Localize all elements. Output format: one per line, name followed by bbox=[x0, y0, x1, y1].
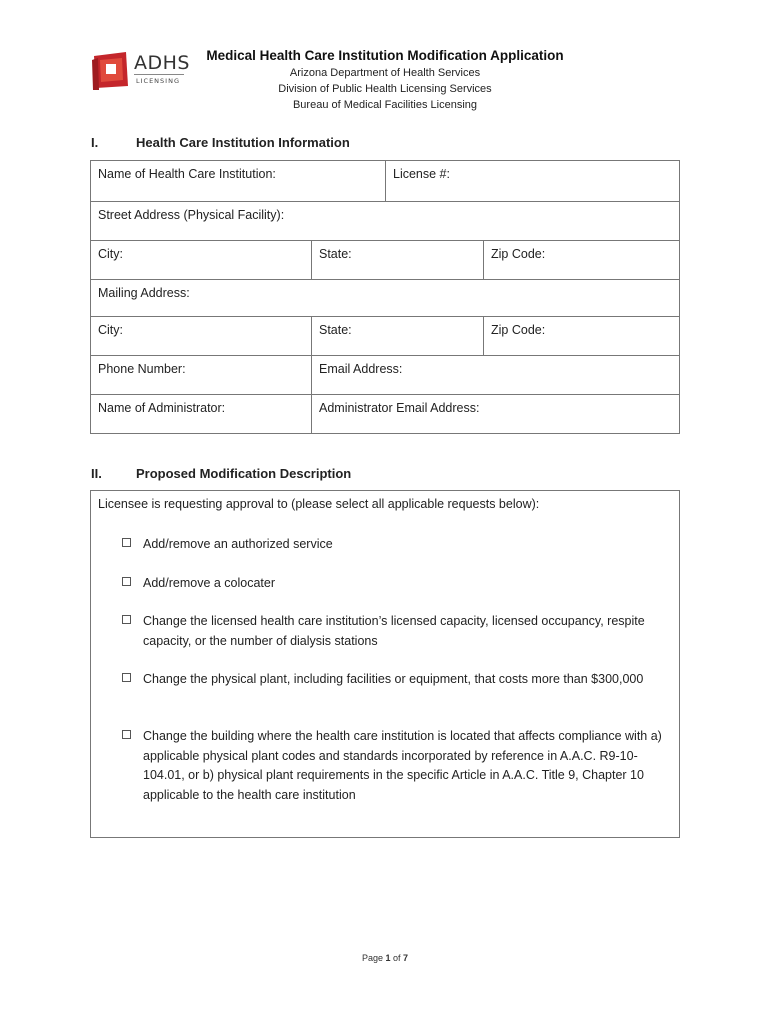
page-number: 1 bbox=[385, 953, 391, 963]
option-label: Change the physical plant, including facilities or equipment, that costs more than $300,000 bbox=[143, 672, 644, 686]
section2-number: II. bbox=[91, 466, 102, 481]
checkbox[interactable] bbox=[122, 538, 131, 547]
mailing-address-field[interactable]: Mailing Address: bbox=[90, 279, 680, 317]
checkbox[interactable] bbox=[122, 577, 131, 586]
administrator-email-field[interactable]: Administrator Email Address: bbox=[311, 394, 680, 434]
page-prefix: Page bbox=[361, 953, 383, 963]
mailing-state-field[interactable]: State: bbox=[311, 316, 484, 356]
mailing-zip-code-field[interactable]: Zip Code: bbox=[483, 316, 680, 356]
institution-name-field[interactable]: Name of Health Care Institution: bbox=[90, 160, 386, 202]
page-total: 7 bbox=[403, 953, 409, 963]
section2-title: Proposed Modification Description bbox=[136, 466, 352, 481]
page-of: of bbox=[393, 953, 401, 963]
zip-code-field[interactable]: Zip Code: bbox=[483, 240, 680, 280]
administrator-name-field[interactable]: Name of Administrator: bbox=[90, 394, 312, 434]
license-number-field[interactable]: License #: bbox=[385, 160, 680, 202]
phone-number-field[interactable]: Phone Number: bbox=[90, 355, 312, 395]
email-address-field[interactable]: Email Address: bbox=[311, 355, 680, 395]
street-address-field[interactable]: Street Address (Physical Facility): bbox=[90, 201, 680, 241]
option-label: Change the licensed health care institution’s licensed capacity, licensed occupancy, respite capacity, or the number of dialysis stations bbox=[143, 614, 645, 648]
logo-brand: ADHS bbox=[134, 52, 190, 74]
option-label: Add/remove an authorized service bbox=[143, 537, 333, 551]
checkbox[interactable] bbox=[122, 730, 131, 739]
page-footer bbox=[0, 953, 770, 963]
division-line: Division of Public Health Licensing Services bbox=[278, 83, 492, 95]
agency-line: Arizona Department of Health Services bbox=[289, 67, 481, 79]
document-title: Medical Health Care Institution Modification Application bbox=[206, 48, 564, 63]
option-label: Change the building where the health care institution is located that affects compliance with a) applicable physical plant codes and standards incorporated by reference in A.A.C. R9-10-104.01, or b) physical plant requirements in the specific Article in A.A.C. Title 9, Chapter 10 applicable to the health care institution bbox=[143, 729, 662, 802]
option-label: Add/remove a colocater bbox=[143, 576, 276, 590]
checkbox[interactable] bbox=[122, 673, 131, 682]
mailing-city-field[interactable]: City: bbox=[90, 316, 312, 356]
section1-number: I. bbox=[91, 135, 99, 150]
checkbox[interactable] bbox=[122, 615, 131, 624]
bureau-line: Bureau of Medical Facilities Licensing bbox=[292, 99, 478, 111]
request-instructions: Licensee is requesting approval to (please select all applicable requests below): bbox=[98, 497, 540, 511]
section1-title: Health Care Institution Information bbox=[136, 135, 350, 150]
city-field[interactable]: City: bbox=[90, 240, 312, 280]
logo-sub: LICENSING bbox=[136, 77, 180, 85]
state-field[interactable]: State: bbox=[311, 240, 484, 280]
